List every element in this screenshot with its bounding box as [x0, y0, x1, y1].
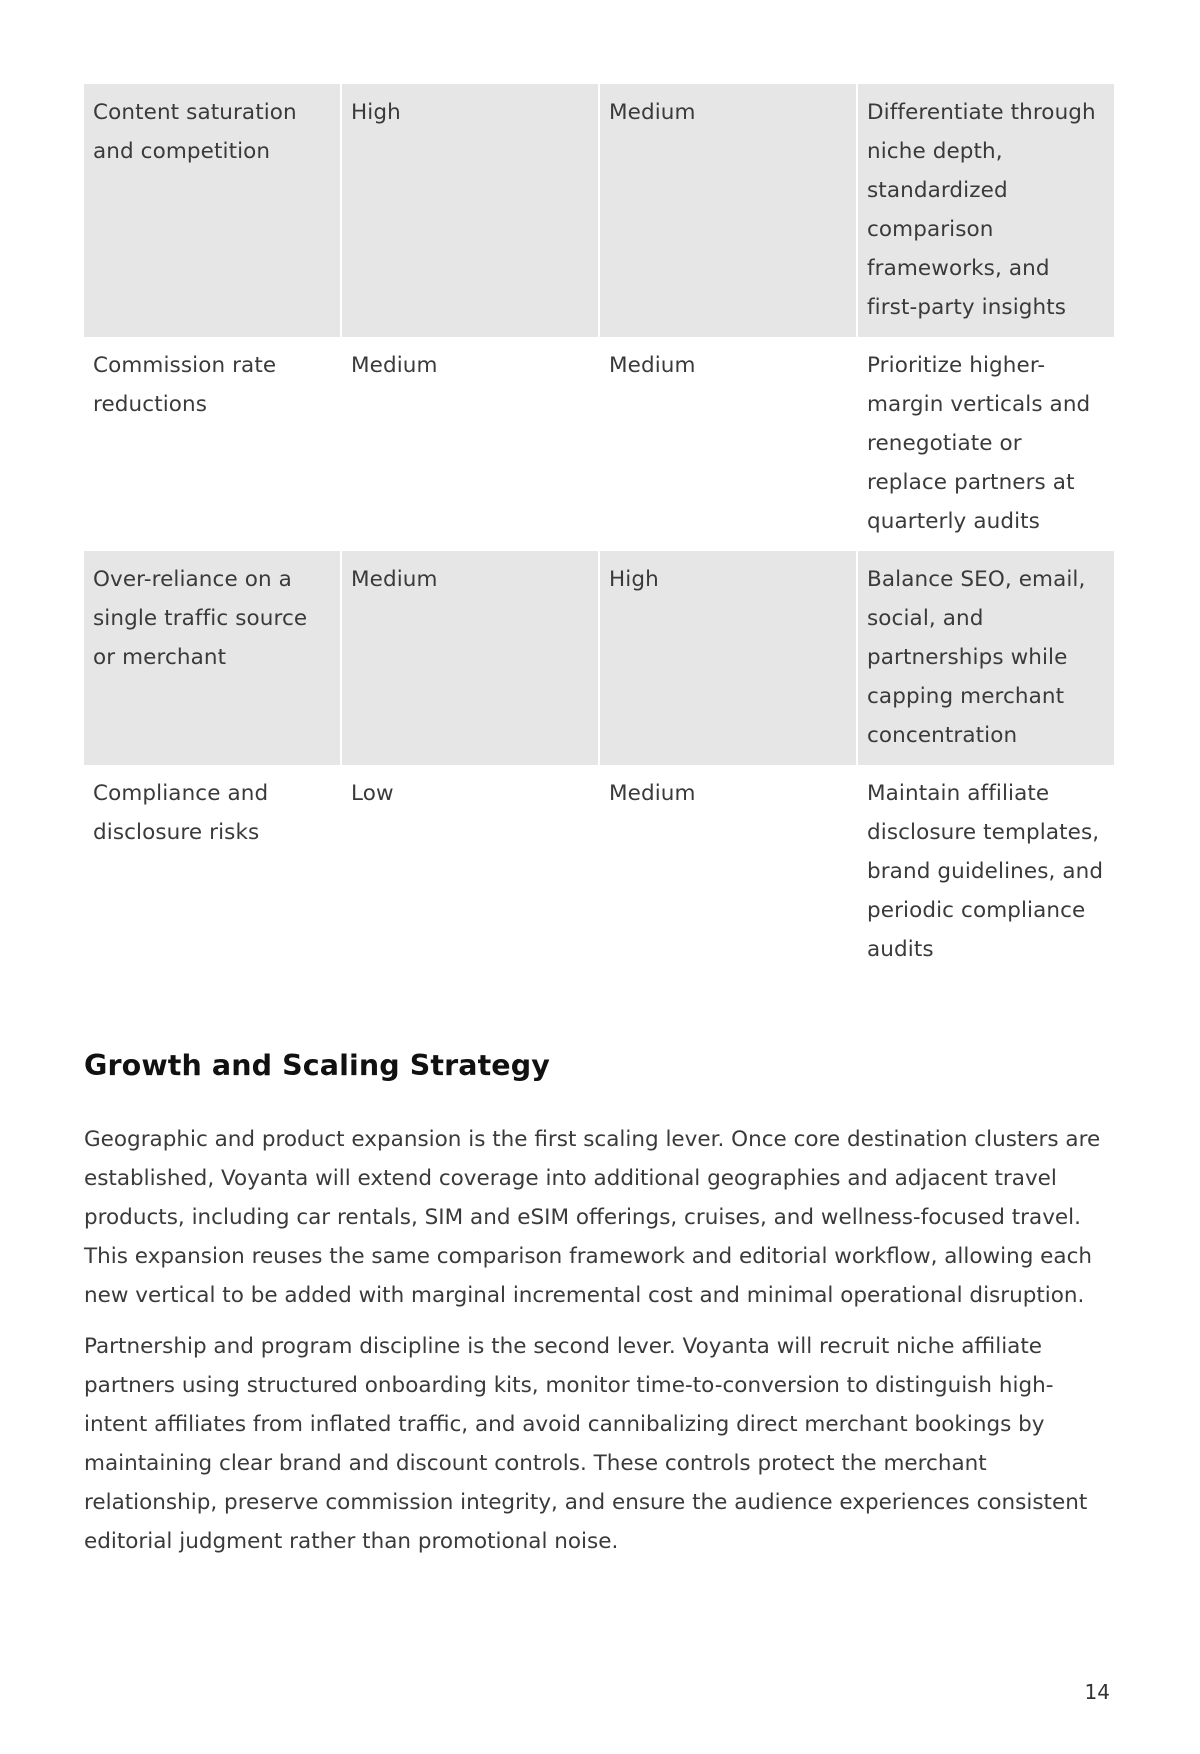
mitigation-cell: Balance SEO, email, social, and partnerships while capping merchant concentration	[858, 551, 1114, 765]
likelihood-cell: Medium	[351, 353, 438, 378]
mitigation-cell: Maintain affiliate disclosure templates, brand guidelines, and periodic compliance audits	[867, 781, 1104, 962]
paragraph: Geographic and product expansion is the first scaling lever. Once core destination clusters are established, Voyanta will extend coverage into additional geographies and adjacent travel products, including car rentals, SIM and eSIM offerings, cruises, and wellness-focused travel. This expansion reuses the same comparison framework and editorial workflow, allowing each new vertical to be added with marginal incremental cost and minimal operational disruption.	[84, 1127, 1101, 1308]
document-page	[84, 84, 1110, 1573]
mitigation-cell: Differentiate through niche depth, standardized comparison frameworks, and first-party insights	[858, 84, 1114, 337]
impact-cell: Medium	[609, 353, 696, 378]
risk-cell: Content saturation and competition	[84, 84, 340, 337]
impact-cell: Medium	[609, 781, 696, 806]
paragraph: Partnership and program discipline is the second lever. Voyanta will recruit niche affiliate partners using structured onboarding kits, monitor time-to-conversion to distinguish high-intent affiliates from inflated traffic, and avoid cannibalizing direct merchant bookings by maintaining clear brand and discount controls. These controls protect the merchant relationship, preserve commission integrity, and ensure the audience experiences consistent editorial judgment rather than promotional noise.	[84, 1334, 1088, 1554]
risk-table	[82, 84, 1116, 983]
likelihood-cell: Low	[351, 781, 394, 806]
table-row	[84, 337, 1114, 551]
likelihood-cell: Medium	[342, 551, 598, 765]
section-body	[84, 1120, 1110, 1561]
risk-cell: Compliance and disclosure risks	[93, 781, 269, 845]
table-row	[84, 84, 1114, 337]
risk-cell: Commission rate reductions	[93, 353, 277, 417]
risk-cell: Over-reliance on a single traffic source or merchant	[84, 551, 340, 765]
likelihood-cell: High	[342, 84, 598, 337]
section-heading: Growth and Scaling Strategy	[84, 1049, 550, 1082]
impact-cell: Medium	[600, 84, 856, 337]
table-row	[84, 765, 1114, 983]
impact-cell: High	[600, 551, 856, 765]
page-number: 14	[1084, 1680, 1110, 1704]
mitigation-cell: Prioritize higher-margin verticals and renegotiate or replace partners at quarterly audits	[867, 353, 1091, 534]
table-row	[84, 551, 1114, 765]
